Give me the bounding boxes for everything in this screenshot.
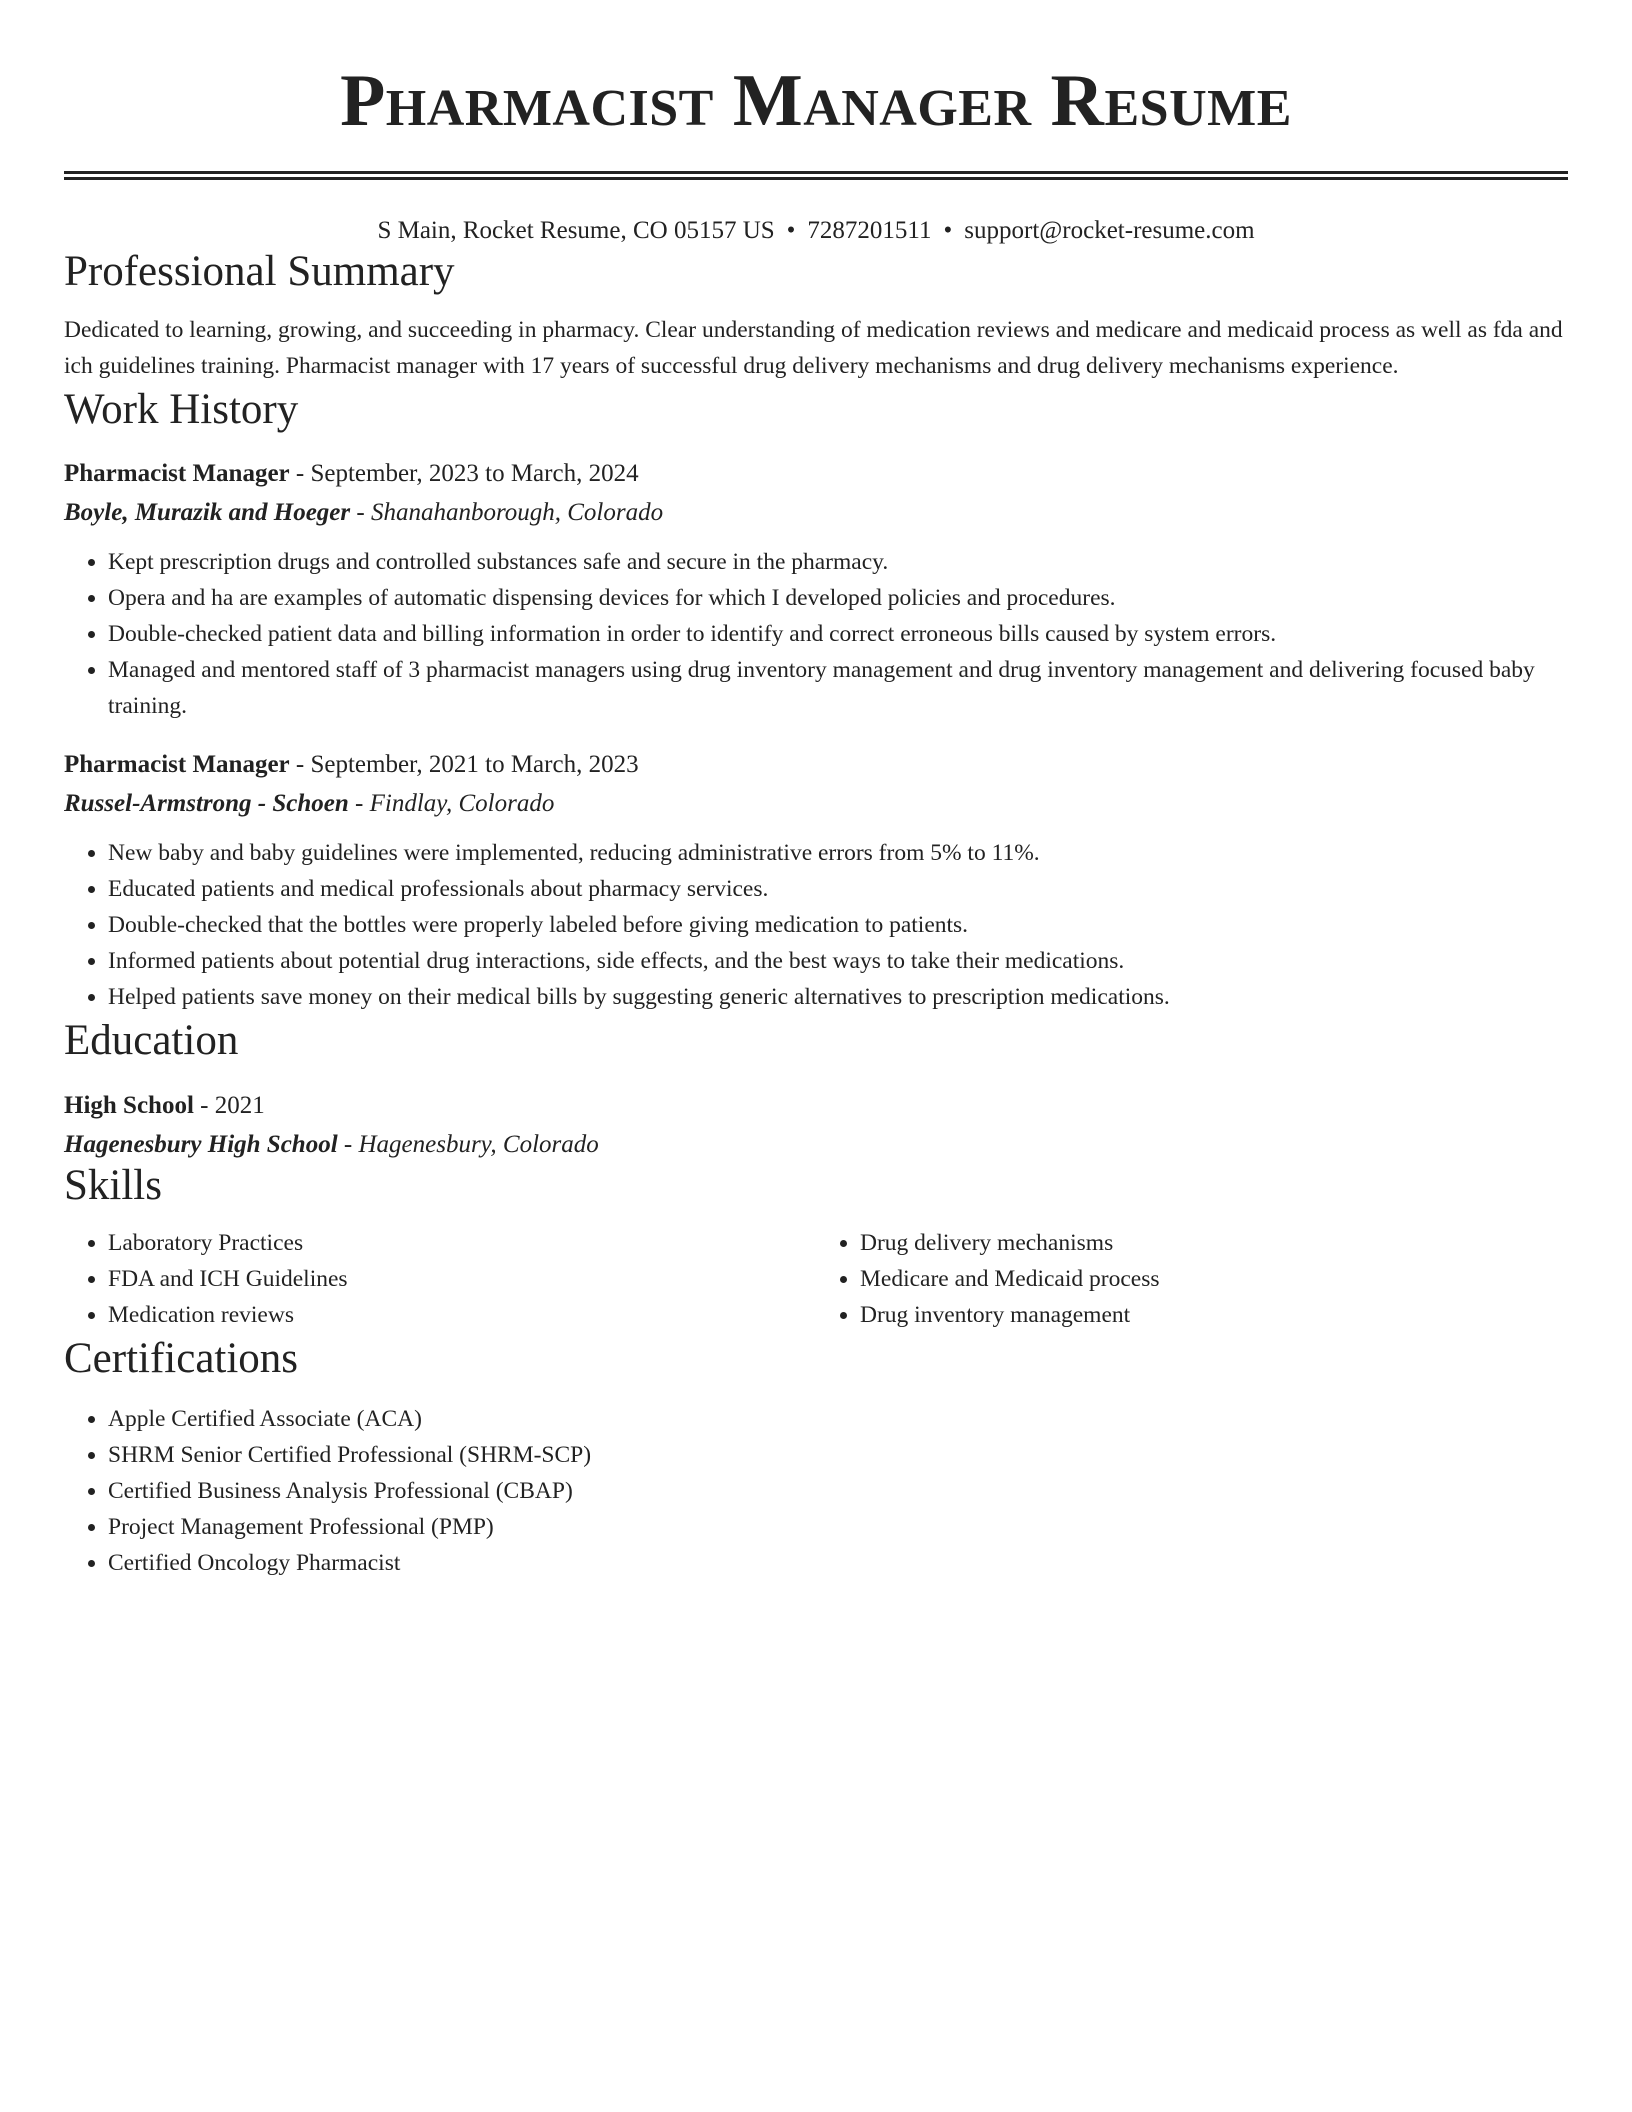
education-school: Hagenesbury High School (64, 1130, 338, 1158)
resume-title: Pharmacist Manager Resume (340, 60, 1292, 142)
job-bullets (64, 835, 1568, 1015)
job-header (64, 459, 1568, 489)
list-item: • Project Management Professional (PMP) (108, 1509, 1568, 1545)
certifications-list (64, 1401, 1568, 1581)
certifications-section (64, 1333, 1568, 1581)
list-item: • Certified Oncology Pharmacist (108, 1545, 1568, 1581)
skills-columns (64, 1225, 1568, 1333)
list-item: • Medicare and Medicaid process (860, 1261, 1568, 1297)
job-bullets (64, 544, 1568, 724)
skills-section (64, 1160, 1568, 1334)
job-dates: - September, 2021 to March, 2023 (289, 751, 639, 779)
list-item: • Certified Business Analysis Professional (CBAP) (108, 1473, 1568, 1509)
education-location: - Hagenesbury, Colorado (337, 1130, 599, 1158)
list-item: • Educated patients and medical professionals about pharmacy services. (108, 871, 1568, 907)
list-item: • Drug delivery mechanisms (860, 1225, 1568, 1261)
list-item: • Apple Certified Associate (ACA) (108, 1401, 1568, 1437)
work-history-heading: Work History (64, 385, 299, 433)
job-header (64, 750, 1568, 780)
education-degree: High School (64, 1091, 194, 1119)
list-item: • Laboratory Practices (108, 1225, 816, 1261)
job-company-line (64, 498, 1568, 528)
job-location: - Findlay, Colorado (348, 790, 555, 818)
job-entry (64, 459, 1568, 724)
list-item: • Helped patients save money on their medical bills by suggesting generic alternatives to prescription medications. (108, 979, 1568, 1015)
contact-email: support@rocket-resume.com (964, 217, 1255, 244)
skills-list-left (64, 1225, 816, 1333)
list-item: • Drug inventory management (860, 1297, 1568, 1333)
list-item: • Informed patients about potential drug interactions, side effects, and the best ways to take their medications. (108, 943, 1568, 979)
summary-text: Dedicated to learning, growing, and succeeding in pharmacy. Clear understanding of medication reviews and medicare and medicaid process as well as fda and ich guidelines training. Pharmacist manager with 17 years of successful drug delivery mechanisms and drug delivery mechanisms experience. (64, 316, 1563, 379)
education-degree-line (64, 1091, 1568, 1121)
job-company: Boyle, Murazik and Hoeger (64, 499, 351, 527)
skills-heading: Skills (64, 1161, 162, 1209)
job-dates: - September, 2023 to March, 2024 (289, 460, 639, 488)
skills-list-right (816, 1225, 1568, 1333)
job-entry (64, 750, 1568, 1015)
work-history-section (64, 384, 1568, 1016)
contact-line (64, 216, 1568, 246)
list-item: • Double-checked that the bottles were properly labeled before giving medication to patients. (108, 907, 1568, 943)
list-item: • Opera and ha are examples of automatic dispensing devices for which I developed policies and procedures. (108, 580, 1568, 616)
education-school-line (64, 1130, 1568, 1160)
list-item: • New baby and baby guidelines were implemented, reducing administrative errors from 5% to 11%. (108, 835, 1568, 871)
job-company: Russel-Armstrong - Schoen (64, 790, 349, 818)
contact-separator: • (786, 217, 796, 244)
summary-heading: Professional Summary (64, 248, 455, 295)
title-divider (64, 171, 1568, 180)
list-item: • Medication reviews (108, 1297, 816, 1333)
education-section (64, 1015, 1568, 1160)
list-item: • Double-checked patient data and billing information in order to identify and correct erroneous bills caused by system errors. (108, 616, 1568, 652)
certifications-heading: Certifications (64, 1335, 299, 1383)
contact-separator: • (943, 217, 953, 244)
list-item: • FDA and ICH Guidelines (108, 1261, 816, 1297)
job-title: Pharmacist Manager (64, 751, 290, 779)
education-heading: Education (64, 1017, 239, 1065)
list-item: • Kept prescription drugs and controlled substances safe and secure in the pharmacy. (108, 544, 1568, 580)
job-location: - Shanahanborough, Colorado (350, 499, 664, 527)
job-company-line (64, 789, 1568, 819)
summary-section (64, 246, 1568, 384)
contact-phone: 7287201511 (807, 217, 932, 244)
contact-address: S Main, Rocket Resume, CO 05157 US (377, 217, 775, 244)
list-item: • Managed and mentored staff of 3 pharmacist managers using drug inventory management and drug inventory management and delivering focused baby training. (108, 652, 1568, 724)
list-item: • SHRM Senior Certified Professional (SHRM-SCP) (108, 1437, 1568, 1473)
job-title: Pharmacist Manager (64, 460, 290, 488)
education-year: - 2021 (193, 1091, 265, 1119)
